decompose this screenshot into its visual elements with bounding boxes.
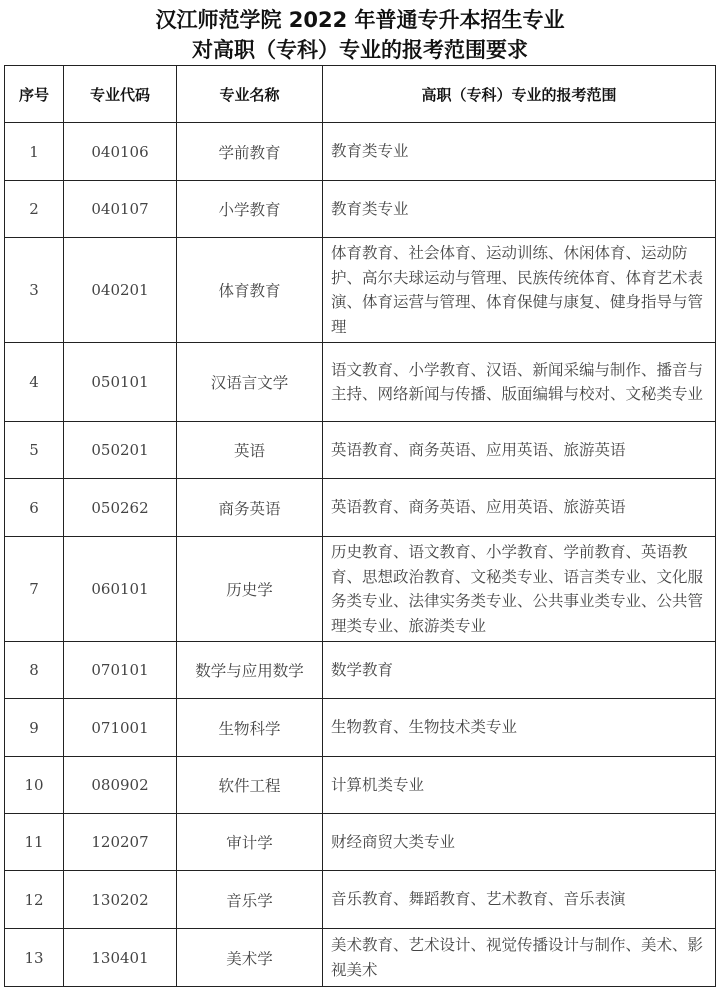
serial-number-cell: 2	[5, 181, 64, 238]
major-name-cell: 体育教育	[177, 238, 323, 343]
major-name-cell: 数学与应用数学	[177, 642, 323, 699]
serial-number-cell: 10	[5, 757, 64, 814]
eligible-scope-cell: 体育教育、社会体育、运动训练、休闲体育、运动防护、高尔夫球运动与管理、民族传统体育、体育艺术表演、体育运营与管理、体育保健与康复、健身指导与管理	[323, 238, 716, 343]
major-name-cell: 学前教育	[177, 123, 323, 181]
major-code-cell: 050201	[64, 422, 177, 479]
table-row	[5, 181, 716, 238]
serial-number-cell: 1	[5, 123, 64, 181]
eligible-scope-cell: 语文教育、小学教育、汉语、新闻采编与制作、播音与主持、网络新闻与传播、版面编辑与校对、文秘类专业	[323, 343, 716, 422]
table-row	[5, 537, 716, 642]
table-row	[5, 699, 716, 757]
header-major-code: 专业代码	[64, 66, 177, 123]
table-row	[5, 871, 716, 929]
major-name-cell: 软件工程	[177, 757, 323, 814]
table-row	[5, 238, 716, 343]
table-row	[5, 479, 716, 537]
major-name-cell: 小学教育	[177, 181, 323, 238]
eligible-scope-cell: 数学教育	[323, 642, 716, 699]
eligible-scope-cell: 英语教育、商务英语、应用英语、旅游英语	[323, 479, 716, 537]
serial-number-cell: 5	[5, 422, 64, 479]
major-code-cell: 050262	[64, 479, 177, 537]
serial-number-cell: 3	[5, 238, 64, 343]
major-code-cell: 040106	[64, 123, 177, 181]
admission-scope-table	[4, 65, 716, 987]
major-code-cell: 071001	[64, 699, 177, 757]
serial-number-cell: 11	[5, 814, 64, 871]
header-eligible-scope: 高职（专科）专业的报考范围	[323, 66, 716, 123]
eligible-scope-cell: 英语教育、商务英语、应用英语、旅游英语	[323, 422, 716, 479]
major-name-cell: 英语	[177, 422, 323, 479]
major-name-cell: 商务英语	[177, 479, 323, 537]
serial-number-cell: 13	[5, 929, 64, 987]
table-row	[5, 757, 716, 814]
eligible-scope-cell: 教育类专业	[323, 123, 716, 181]
eligible-scope-cell: 历史教育、语文教育、小学教育、学前教育、英语教育、思想政治教育、文秘类专业、语言类专业、文化服务类专业、法律实务类专业、公共事业类专业、公共管理类专业、旅游类专业	[323, 537, 716, 642]
table-row	[5, 929, 716, 987]
table-header-row	[5, 66, 716, 123]
header-major-name: 专业名称	[177, 66, 323, 123]
eligible-scope-cell: 财经商贸大类专业	[323, 814, 716, 871]
document-title-line1: 汉江师范学院 2022 年普通专升本招生专业	[155, 8, 565, 32]
major-code-cell: 120207	[64, 814, 177, 871]
serial-number-cell: 6	[5, 479, 64, 537]
table-row	[5, 343, 716, 422]
serial-number-cell: 12	[5, 871, 64, 929]
major-code-cell: 060101	[64, 537, 177, 642]
major-name-cell: 音乐学	[177, 871, 323, 929]
major-name-cell: 审计学	[177, 814, 323, 871]
major-name-cell: 历史学	[177, 537, 323, 642]
major-name-cell: 生物科学	[177, 699, 323, 757]
table-row	[5, 123, 716, 181]
major-code-cell: 130401	[64, 929, 177, 987]
serial-number-cell: 7	[5, 537, 64, 642]
serial-number-cell: 4	[5, 343, 64, 422]
eligible-scope-cell: 美术教育、艺术设计、视觉传播设计与制作、美术、影视美术	[323, 929, 716, 987]
major-code-cell: 040201	[64, 238, 177, 343]
major-name-cell: 汉语言文学	[177, 343, 323, 422]
major-name-cell: 美术学	[177, 929, 323, 987]
eligible-scope-cell: 计算机类专业	[323, 757, 716, 814]
serial-number-cell: 8	[5, 642, 64, 699]
major-code-cell: 080902	[64, 757, 177, 814]
eligible-scope-cell: 音乐教育、舞蹈教育、艺术教育、音乐表演	[323, 871, 716, 929]
major-code-cell: 040107	[64, 181, 177, 238]
serial-number-cell: 9	[5, 699, 64, 757]
document-title-line2: 对高职（专科）专业的报考范围要求	[192, 38, 528, 62]
major-code-cell: 130202	[64, 871, 177, 929]
major-code-cell: 070101	[64, 642, 177, 699]
major-code-cell: 050101	[64, 343, 177, 422]
table-row	[5, 642, 716, 699]
table-row	[5, 422, 716, 479]
eligible-scope-cell: 生物教育、生物技术类专业	[323, 699, 716, 757]
eligible-scope-cell: 教育类专业	[323, 181, 716, 238]
table-row	[5, 814, 716, 871]
header-serial-number: 序号	[5, 66, 64, 123]
